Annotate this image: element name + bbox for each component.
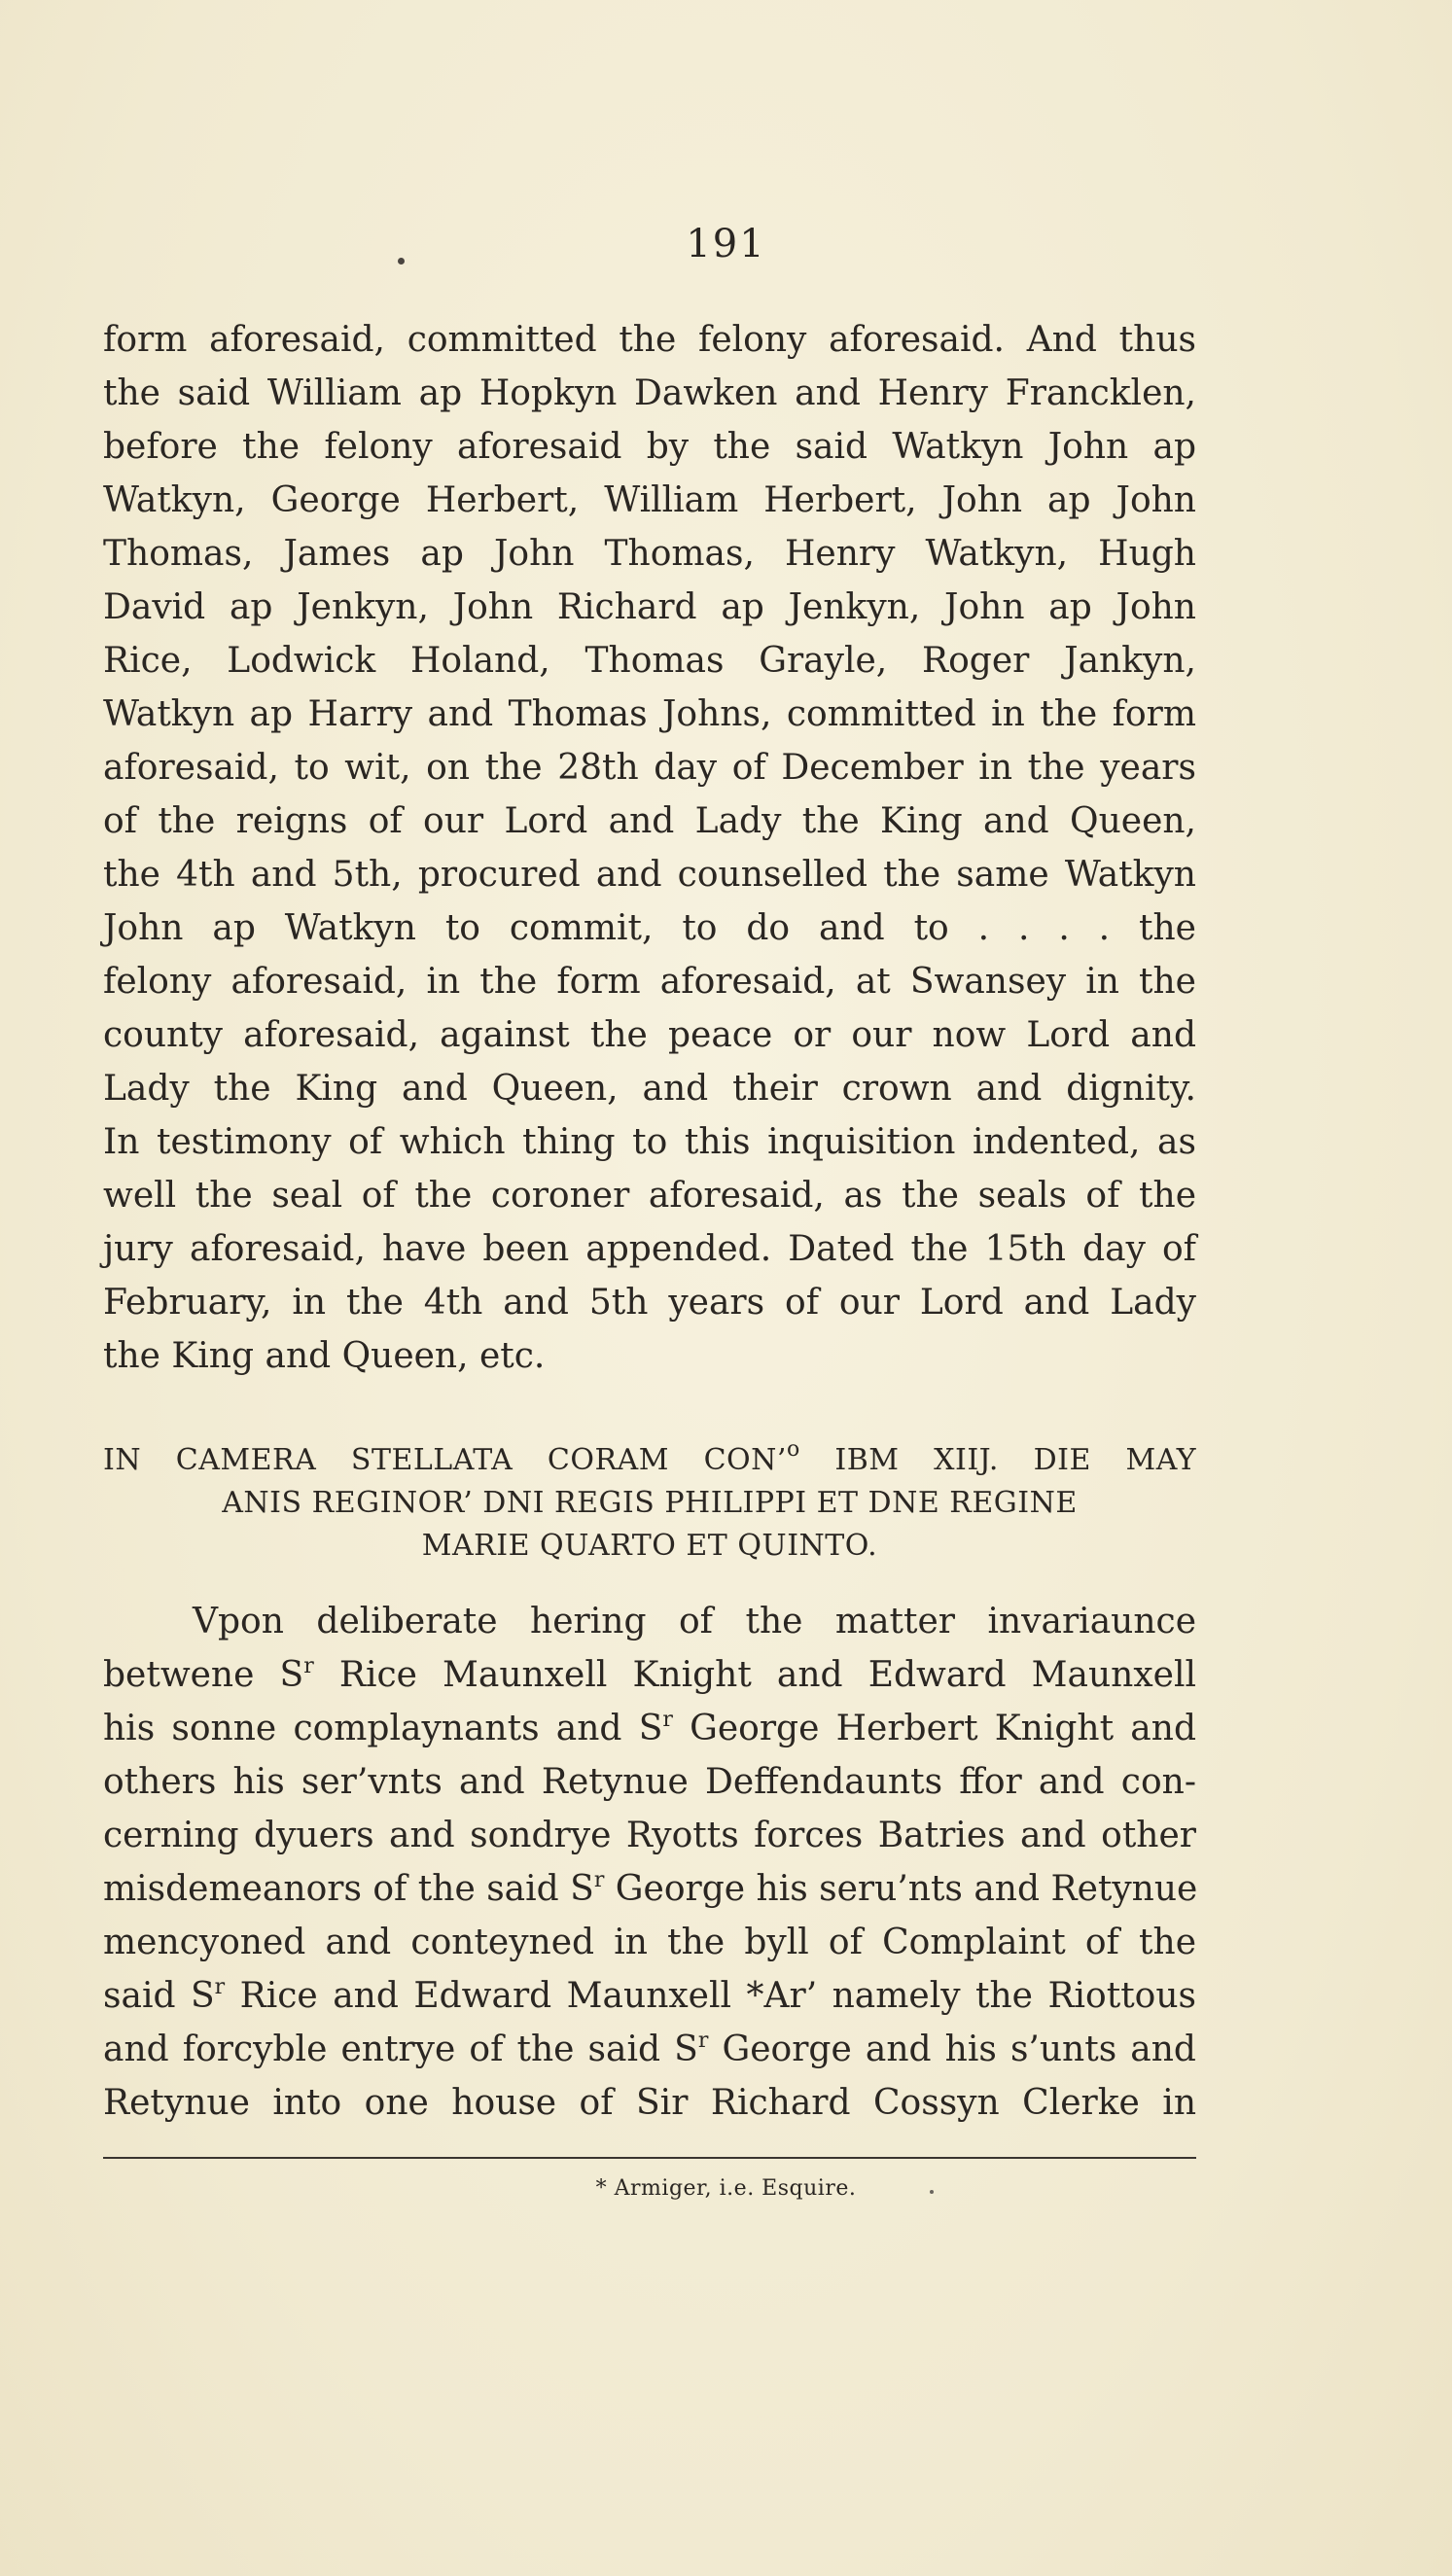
paragraph-inquisition bbox=[103, 313, 1196, 1383]
text-line: the said William ap Hopkyn Dawken and Henry Francklen, bbox=[103, 373, 1196, 413]
text-line: well the seal of the coroner aforesaid, as the seals of the bbox=[103, 1176, 1196, 1216]
footnote: * Armiger, i.e. Esquire. bbox=[595, 2176, 857, 2201]
text-span: betwene S bbox=[103, 1655, 304, 1695]
text-span: Rice and Edward Maunxell *Ar’ namely the Riottous bbox=[225, 1976, 1197, 2016]
text-line: Lady the King and Queen, and their crown and dignity. bbox=[103, 1069, 1196, 1109]
text-line: form aforesaid, committed the felony aforesaid. And thus bbox=[103, 320, 1196, 360]
footnote-divider bbox=[103, 2157, 1196, 2159]
text-line: February, in the 4th and 5th years of our Lord and Lady bbox=[103, 1283, 1196, 1323]
text-line: aforesaid, to wit, on the 28th day of December in the years bbox=[103, 748, 1196, 788]
superscript: r bbox=[662, 1708, 673, 1732]
ink-speck bbox=[930, 2190, 934, 2194]
text-span: George and his s’unts and bbox=[708, 2029, 1196, 2069]
text-line: the King and Queen, etc. bbox=[103, 1336, 546, 1376]
text-line: of the reigns of our Lord and Lady the King and Queen, bbox=[103, 801, 1196, 841]
text-line: Rice, Lodwick Holand, Thomas Grayle, Roger Jankyn, bbox=[103, 641, 1196, 681]
text-line: county aforesaid, against the peace or our now Lord and bbox=[103, 1015, 1196, 1055]
text-line bbox=[103, 2023, 1196, 2076]
text-line: jury aforesaid, have been appended. Dated the 15th day of bbox=[103, 1229, 1196, 1269]
text-line: mencyoned and conteyned in the byll of Complaint of the bbox=[103, 1923, 1196, 1962]
heading-line: ANIS REGINOR’ DNI REGIS PHILIPPI ET DNE REGINE bbox=[222, 1486, 1078, 1520]
text-line: the 4th and 5th, procured and counselled the same Watkyn bbox=[103, 855, 1196, 895]
text-line: John ap Watkyn to commit, to do and to . . . . the bbox=[103, 908, 1196, 948]
text-span: and forcyble entrye of the said S bbox=[103, 2029, 698, 2069]
text-line: cerning dyuers and sondrye Ryotts forces Batries and other bbox=[103, 1816, 1196, 1855]
text-span: Rice Maunxell Knight and Edward Maunxell bbox=[313, 1655, 1196, 1695]
text-line: Watkyn ap Harry and Thomas Johns, committed in the form bbox=[103, 694, 1196, 734]
text-line: Vpon deliberate hering of the matter invariaunce bbox=[193, 1602, 1196, 1641]
heading-text: IBM XIIJ. DIE MAY bbox=[799, 1443, 1196, 1477]
superscript: r bbox=[303, 1654, 314, 1678]
superscript: r bbox=[593, 1868, 605, 1892]
superscript: r bbox=[697, 2029, 709, 2053]
text-line: felony aforesaid, in the form aforesaid, at Swansey in the bbox=[103, 962, 1196, 1002]
text-line bbox=[103, 1969, 1196, 2023]
heading-superscript: o bbox=[786, 1437, 800, 1462]
text-span: misdemeanors of the said S bbox=[103, 1869, 594, 1909]
text-line: In testimony of which thing to this inquisition indented, as bbox=[103, 1122, 1196, 1162]
heading-line bbox=[103, 1439, 1196, 1482]
text-span: said S bbox=[103, 1976, 215, 2016]
text-line: others his ser’vnts and Retynue Deffendaunts ffor and con- bbox=[103, 1762, 1196, 1802]
text-line: Retynue into one house of Sir Richard Cossyn Clerke in bbox=[103, 2083, 1196, 2123]
heading-text: IN CAMERA STELLATA CORAM CON’ bbox=[103, 1443, 787, 1477]
ink-speck bbox=[398, 258, 405, 265]
superscript: r bbox=[214, 1975, 226, 1999]
text-line bbox=[103, 1648, 1196, 1702]
text-span: his sonne complaynants and S bbox=[103, 1709, 663, 1748]
heading-line: MARIE QUARTO ET QUINTO. bbox=[421, 1529, 878, 1563]
text-line bbox=[103, 1862, 1196, 1916]
text-line: Watkyn, George Herbert, William Herbert, John ap John bbox=[103, 480, 1196, 520]
text-span: George his seru’nts and Retynue bbox=[604, 1869, 1198, 1909]
paragraph-star-chamber bbox=[103, 1595, 1196, 2130]
text-line: David ap Jenkyn, John Richard ap Jenkyn, John ap John bbox=[103, 587, 1196, 627]
text-line: Thomas, James ap John Thomas, Henry Watkyn, Hugh bbox=[103, 534, 1196, 574]
page-number: 191 bbox=[686, 222, 766, 266]
text-span: George Herbert Knight and bbox=[672, 1709, 1196, 1748]
text-line: before the felony aforesaid by the said Watkyn John ap bbox=[103, 427, 1196, 467]
section-heading bbox=[103, 1439, 1196, 1568]
text-line bbox=[103, 1702, 1196, 1755]
